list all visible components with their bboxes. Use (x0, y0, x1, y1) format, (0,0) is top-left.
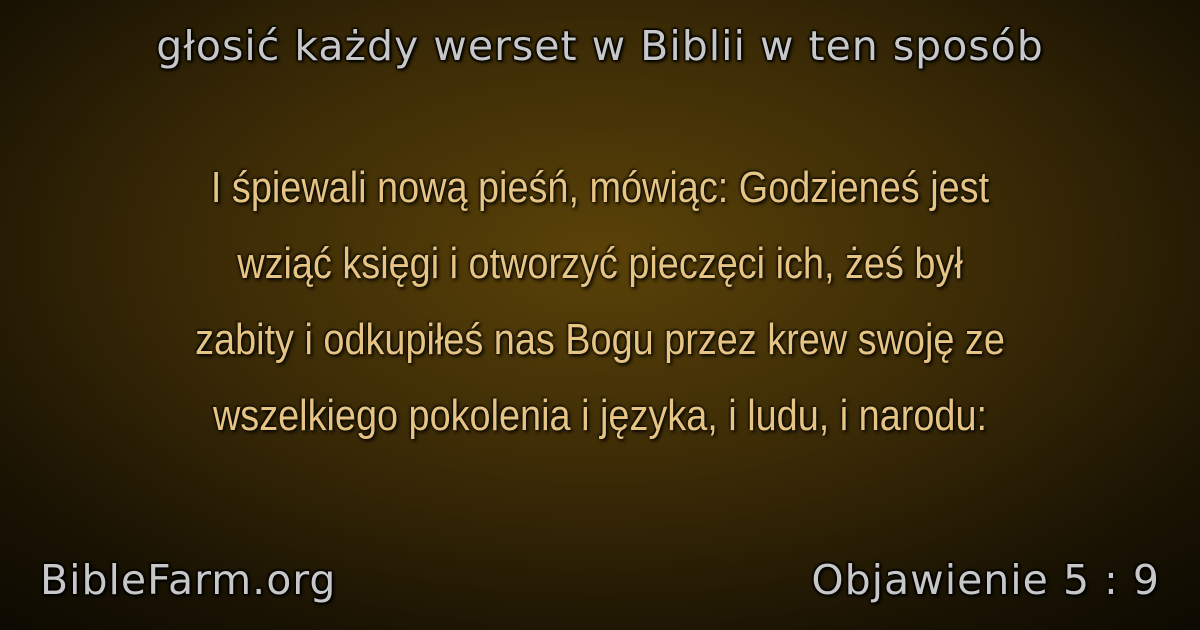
verse-line: I śpiewali nową pieśń, mówiąc: Godzieneś jest (210, 163, 990, 212)
verse-text (50, 150, 1150, 454)
verse-line: wziąć księgi i otworzyć pieczęci ich, żeś był (237, 239, 963, 288)
verse-line: zabity i odkupiłeś nas Bogu przez krew swoję ze (195, 315, 1005, 364)
verse-reference: Objawienie 5 : 9 (811, 556, 1160, 604)
tagline: głosić każdy werset w Biblii w ten sposób (156, 22, 1044, 70)
verse-line: wszelkiego pokolenia i języka, i ludu, i narodu: (212, 391, 988, 440)
site-name: BibleFarm.org (40, 556, 337, 604)
